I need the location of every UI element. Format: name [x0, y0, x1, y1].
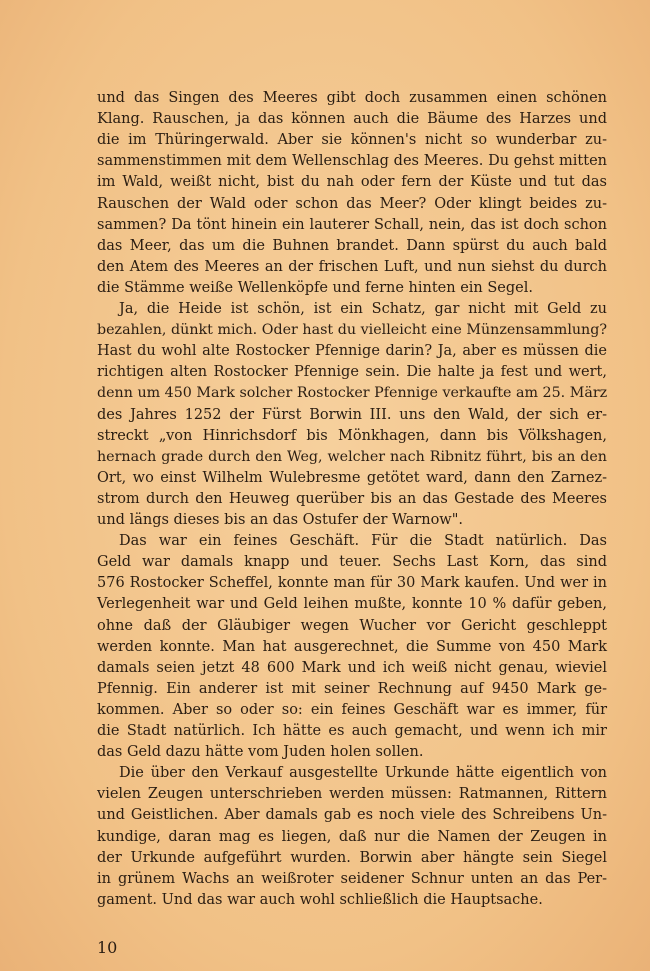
text-line: Ort, wo einst Wilhelm Wulebresme getötet ward, dann den Zarnez-: [97, 469, 607, 486]
text-line: sammen? Da tönt hinein ein lauterer Schall, nein, das ist doch schon: [97, 216, 607, 233]
text-line: hernach grade durch den Weg, welcher nach Ribnitz führt, bis an den: [97, 448, 607, 465]
text-line: bezahlen, dünkt mich. Oder hast du vielleicht eine Münzensammlung?: [97, 322, 607, 339]
text-line: und das Singen des Meeres gibt doch zusammen einen schönen: [97, 90, 607, 106]
text-line: das Meer, das um die Buhnen brandet. Dann spürst du auch bald: [97, 237, 607, 254]
text-line: und längs dieses bis an das Ostufer der Warnow".: [97, 512, 463, 528]
text-line: den Atem des Meeres an der frischen Luft, und nun siehst du durch: [97, 258, 607, 275]
text-line: denn um 450 Mark solcher Rostocker Pfennige verkaufte am 25. März: [97, 385, 608, 402]
text-line: und Geistlichen. Aber damals gab es noch viele des Schreibens Un-: [97, 807, 607, 824]
text-line: Verlegenheit war und Geld leihen mußte, konnte 10 % dafür geben,: [97, 596, 607, 613]
text-line: Ja, die Heide ist schön, ist ein Schatz, gar nicht mit Geld zu: [119, 301, 607, 317]
text-line: das Geld dazu hätte vom Juden holen sollen.: [97, 744, 424, 761]
text-line: strom durch den Heuweg querüber bis an das Gestade des Meeres: [97, 490, 607, 507]
text-line: Geld war damals knapp und teuer. Sechs Last Korn, das sind: [97, 554, 607, 571]
text-line: Klang. Rauschen, ja das können auch die Bäume des Harzes und: [97, 111, 607, 128]
text-line: der Urkunde aufgeführt wurden. Borwin aber hängte sein Siegel: [97, 849, 607, 866]
text-line: die im Thüringerwald. Aber sie können's nicht so wunderbar zu-: [97, 132, 607, 149]
text-line: Pfennig. Ein anderer ist mit seiner Rechnung auf 9450 Mark ge-: [97, 680, 607, 697]
page-number: 10: [97, 938, 118, 957]
text-line: sammenstimmen mit dem Wellenschlag des Meeres. Du gehst mitten: [97, 153, 607, 170]
text-line: werden konnte. Man hat ausgerechnet, die Summe von 450 Mark: [97, 638, 607, 655]
text-line: Die über den Verkauf ausgestellte Urkunde hätte eigentlich von: [119, 765, 607, 782]
text-line: vielen Zeugen unterschrieben werden müssen: Ratmannen, Rittern: [97, 786, 607, 803]
text-line: ohne daß der Gläubiger wegen Wucher vor Gericht geschleppt: [97, 617, 607, 634]
text-line: Rauschen der Wald oder schon das Meer? Oder klingt beides zu-: [97, 195, 607, 212]
text-line: in grünem Wachs an weißroter seidener Schnur unten an das Per-: [97, 870, 607, 887]
text-line: richtigen alten Rostocker Pfennige sein. Die halte ja fest und wert,: [97, 364, 607, 381]
text-line: des Jahres 1252 der Fürst Borwin III. uns den Wald, der sich er-: [97, 406, 607, 423]
text-line: die Stämme weiße Wellenköpfe und ferne hinten ein Segel.: [97, 279, 533, 296]
text-line: gament. Und das war auch wohl schließlich die Hauptsache.: [97, 891, 543, 908]
text-line: kundige, daran mag es liegen, daß nur die Namen der Zeugen in: [97, 828, 607, 845]
text-line: streckt „von Hinrichsdorf bis Mönkhagen, dann bis Völkshagen,: [97, 427, 607, 444]
text-line: damals seien jetzt 48 600 Mark und ich weiß nicht genau, wieviel: [97, 659, 607, 676]
text-line: Hast du wohl alte Rostocker Pfennige darin? Ja, aber es müssen die: [97, 343, 607, 360]
text-line: im Wald, weißt nicht, bist du nah oder fern der Küste und tut das: [97, 174, 607, 191]
text-line: die Stadt natürlich. Ich hätte es auch gemacht, und wenn ich mir: [97, 723, 607, 739]
text-line: Das war ein feines Geschäft. Für die Stadt natürlich. Das: [119, 533, 607, 550]
text-line: 576 Rostocker Scheffel, konnte man für 30 Mark kaufen. Und wer in: [97, 575, 607, 592]
text-line: kommen. Aber so oder so: ein feines Geschäft war es immer, für: [97, 701, 607, 718]
